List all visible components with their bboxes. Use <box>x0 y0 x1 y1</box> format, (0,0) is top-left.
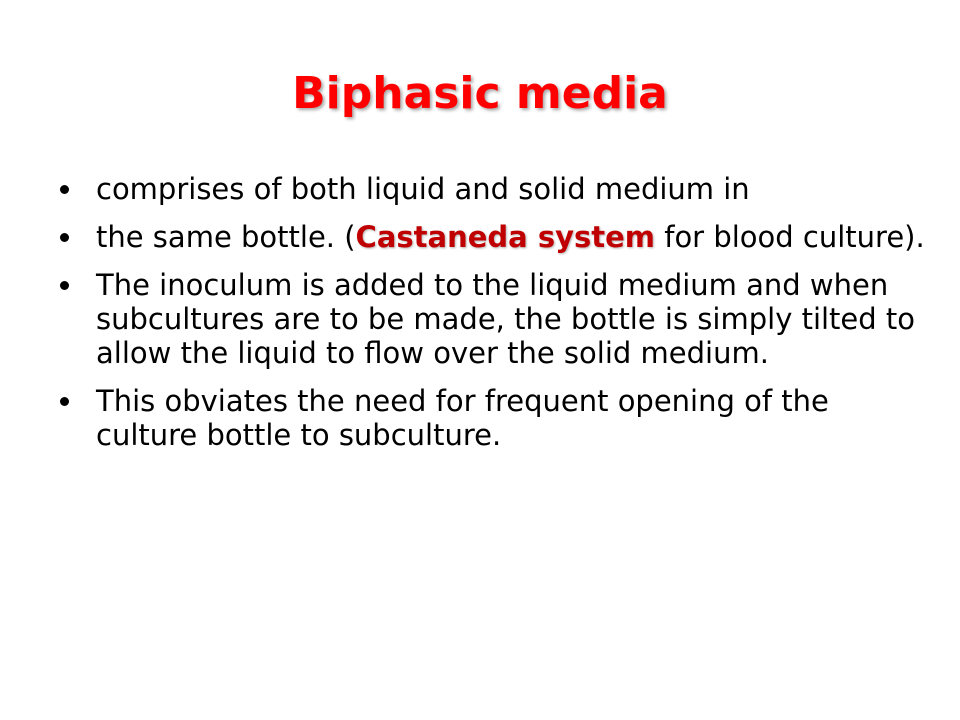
slide-title: Biphasic media <box>292 68 668 119</box>
bullet-list <box>58 172 928 466</box>
bullet-text-before: the same bottle. ( <box>96 220 356 254</box>
bullet-dot-icon <box>60 233 69 242</box>
bullet-item <box>58 384 928 452</box>
bullet-text: comprises of both liquid and solid medium in <box>96 172 750 206</box>
bullet-dot-icon <box>60 397 69 406</box>
bullet-dot-icon <box>60 281 69 290</box>
bullet-text-after: for blood culture). <box>655 220 925 254</box>
bullet-text: The inoculum is added to the liquid medium and when subcultures are to be made, the bottle is simply tilted to allow the liquid to flow over the solid medium. <box>96 268 916 370</box>
bullet-item <box>58 220 928 254</box>
bullet-dot-icon <box>60 185 69 194</box>
bullet-item <box>58 268 928 370</box>
castaneda-system-highlight: Castaneda system <box>355 220 656 254</box>
bullet-item <box>58 172 928 206</box>
bullet-text: This obviates the need for frequent opening of the culture bottle to subculture. <box>96 384 829 452</box>
